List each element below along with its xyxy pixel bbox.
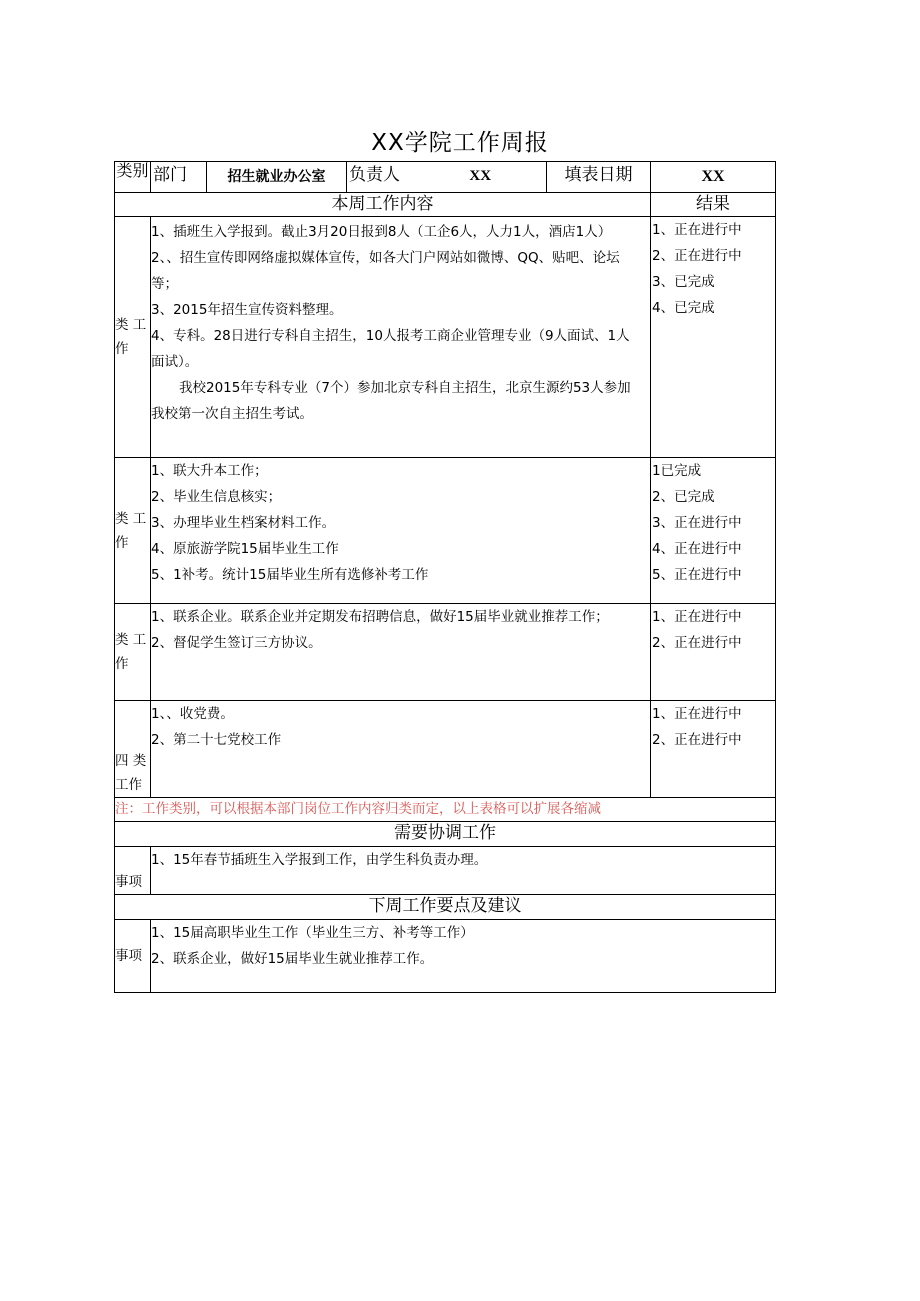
result-item: 4、正在进行中 xyxy=(652,541,742,557)
category-cell: 类 工作 xyxy=(115,458,151,604)
next-week-item: 2、联系企业，做好15届毕业生就业推荐工作。 xyxy=(151,951,434,967)
work-item: 3、2015年招生宣传资料整理。 xyxy=(151,302,343,318)
next-week-content xyxy=(151,920,776,993)
work-item: 2、第二十七党校工作 xyxy=(151,732,282,748)
category-cell: 四 类 工作 xyxy=(115,701,151,798)
work-item: 4、专科。28日进行专科自主招生，10人报考工商企业管理专业（9人面试、1人面试）。 xyxy=(151,328,630,370)
category-cell: 类 工 作 xyxy=(115,604,151,701)
dept-label: 部门 xyxy=(151,162,207,193)
work-group-row xyxy=(115,458,776,604)
result-item: 1、正在进行中 xyxy=(652,222,742,238)
next-week-header: 下周工作要点及建议 xyxy=(115,895,776,920)
coordination-header: 需要协调工作 xyxy=(115,822,776,847)
work-item: 4、原旅游学院15届毕业生工作 xyxy=(151,541,339,557)
work-item: 1、联大升本工作； xyxy=(151,463,268,479)
work-item: 2、、招生宣传即网络虚拟媒体宣传，如各大门户网站如微博、QQ、贴吧、论坛等； xyxy=(151,250,620,292)
work-content-cell xyxy=(151,701,651,798)
work-item: 2、督促学生签订三方协议。 xyxy=(151,635,322,651)
result-cell xyxy=(651,458,776,604)
work-group-row xyxy=(115,701,776,798)
this-week-header: 本周工作内容 xyxy=(115,193,651,217)
result-item: 2、正在进行中 xyxy=(652,732,742,748)
result-cell xyxy=(651,217,776,458)
date-value: XX xyxy=(651,162,776,193)
category-header: 类别 xyxy=(115,162,151,193)
result-item: 5、正在进行中 xyxy=(652,567,742,583)
work-item: 5、1补考。统计15届毕业生所有选修补考工作 xyxy=(151,567,429,583)
coordination-content xyxy=(151,847,776,895)
weekly-report-table xyxy=(114,161,776,993)
result-item: 4、已完成 xyxy=(652,300,715,316)
result-item: 2、正在进行中 xyxy=(652,248,742,264)
category-cell: 类 工作 xyxy=(115,217,151,458)
result-item: 3、已完成 xyxy=(652,274,715,290)
result-item: 1已完成 xyxy=(652,463,702,479)
work-group-row xyxy=(115,604,776,701)
owner-cell xyxy=(347,162,547,193)
owner-value: XX xyxy=(469,168,492,184)
work-item: 1、联系企业。联系企业并定期发布招聘信息，做好15届毕业就业推荐工作； xyxy=(151,609,609,625)
page-title: XX学院工作周报 xyxy=(371,130,549,156)
result-item: 3、正在进行中 xyxy=(652,515,742,531)
result-cell xyxy=(651,701,776,798)
result-item: 2、已完成 xyxy=(652,489,715,505)
work-group-row xyxy=(115,217,776,458)
work-content-cell xyxy=(151,604,651,701)
dept-value: 招生就业办公室 xyxy=(207,162,347,193)
work-item: 1、插班生入学报到。截止3月20日报到8人（工企6人，人力1人，酒店1人） xyxy=(151,224,612,240)
result-item: 1、正在进行中 xyxy=(652,706,742,722)
owner-label: 负责人 xyxy=(349,165,400,185)
note-text: 注：工作类别，可以根据本部门岗位工作内容归类而定，以上表格可以扩展各缩减 xyxy=(115,798,776,822)
coordination-item: 1、15年春节插班生入学报到工作，由学生科负责办理。 xyxy=(151,852,488,868)
work-content-cell xyxy=(151,458,651,604)
next-week-label: 事项 xyxy=(115,920,151,993)
date-label: 填表日期 xyxy=(547,162,651,193)
next-week-item: 1、15届高职毕业生工作（毕业生三方、补考等工作） xyxy=(151,925,474,941)
result-header: 结果 xyxy=(651,193,776,217)
result-item: 2、正在进行中 xyxy=(652,635,742,651)
work-item: 1、、收党费。 xyxy=(151,706,234,722)
result-item: 1、正在进行中 xyxy=(652,609,742,625)
work-item: 2、毕业生信息核实； xyxy=(151,489,282,505)
work-item: 3、办理毕业生档案材料工作。 xyxy=(151,515,336,531)
work-content-cell xyxy=(151,217,651,458)
result-cell xyxy=(651,604,776,701)
work-item: 我校2015年专科专业（7个）参加北京专科自主招生，北京生源约53人参加我校第一次自主招生考试。 xyxy=(151,380,631,422)
coordination-label: 事项 xyxy=(115,847,151,895)
